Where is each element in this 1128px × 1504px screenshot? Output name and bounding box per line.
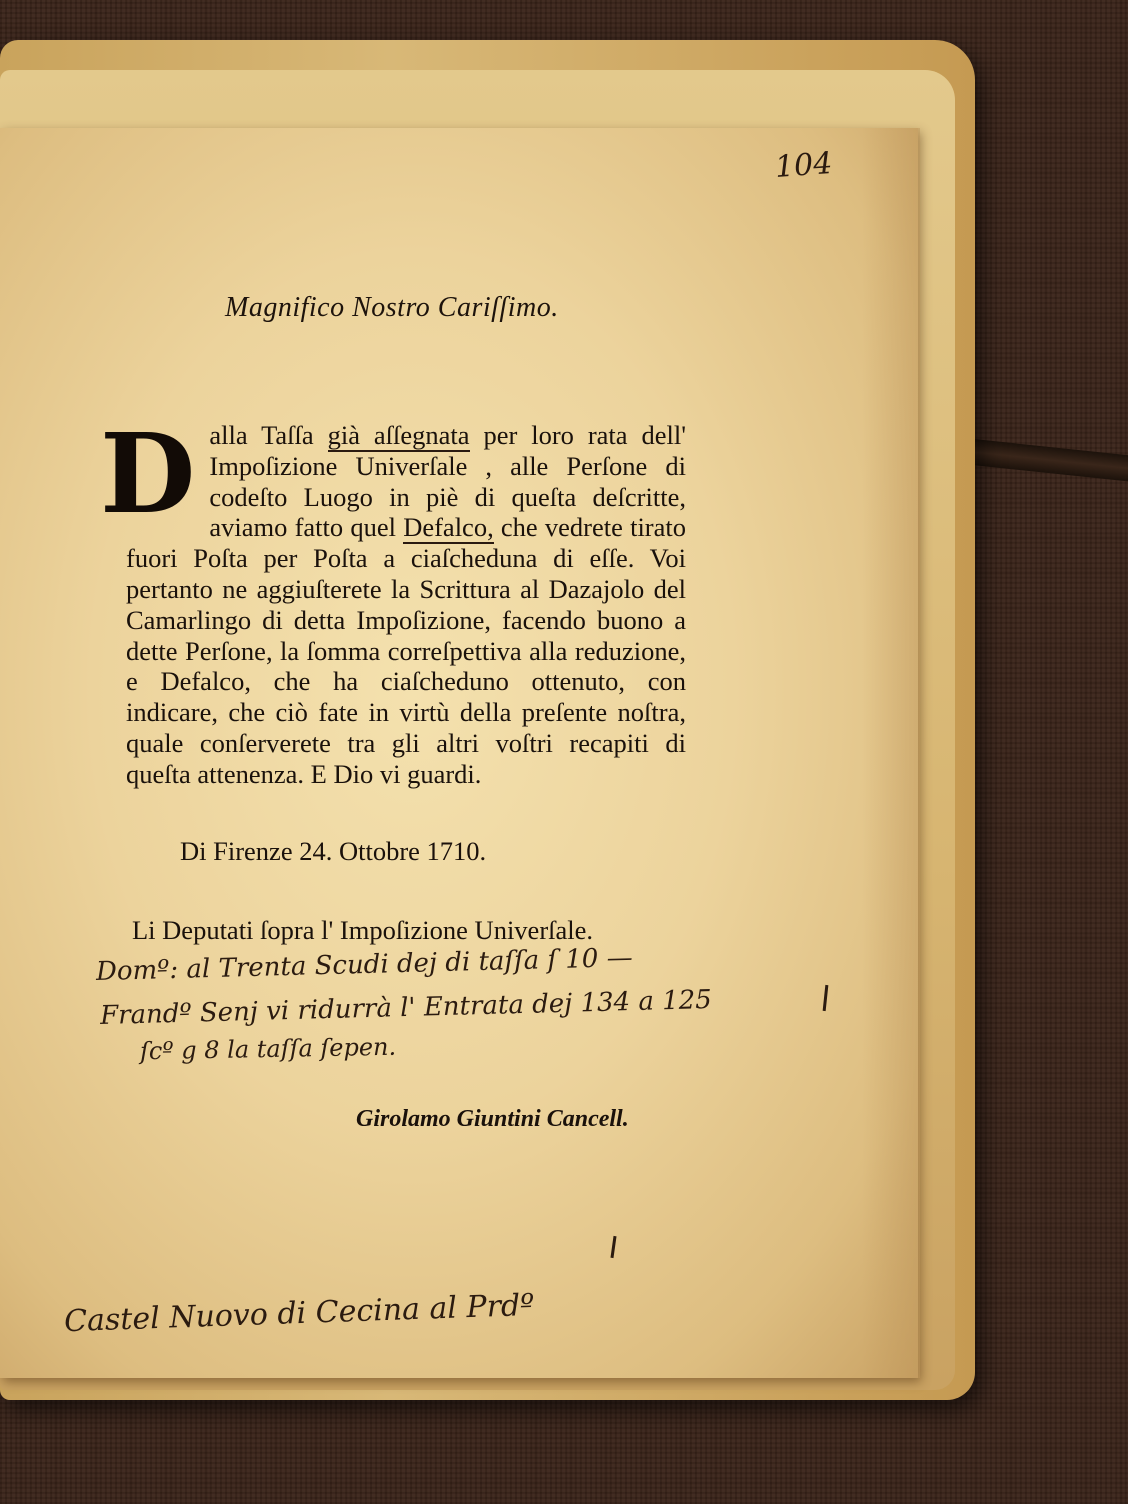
- underlined-phrase-defalco: Defalco,: [403, 512, 494, 543]
- letter-body: [100, 409, 686, 790]
- chancellor-signature: Girolamo Giuntini Cancell.: [356, 1106, 629, 1132]
- salutation: Magnifico Nostro Cariſſimo.: [225, 292, 559, 323]
- handwritten-place-note: Castel Nuovo di Cecina al Prdº: [63, 1287, 535, 1340]
- handwritten-line-2: Frandº Senj vi ridurrà l' Entrata dej 134 a 125: [99, 984, 713, 1032]
- handwritten-line-3: ſcº g 8 la taſſa ſepen.: [139, 1032, 397, 1066]
- folio-number: 104: [773, 146, 834, 185]
- body-text-end: che vedrete tirato fuori Poſta per Poſta a ciaſcheduna di eſſe. Voi pertanto ne aggiuſterete la Scrittura al Dazajolo del Camarlingo di detta Impoſizione, facendo buono a dette Perſone, la ſomma correſpettiva alla reduzione, e Defalco, che ha ciaſcheduno ottenuto, con indicare, che ciò fate in virtù della preſente noſtra, quale conſerverete tra gli altri voſtri recapiti di queſta attenenza. E Dio vi guardi.: [126, 512, 686, 789]
- page-edge-shadow: [862, 128, 920, 1378]
- body-text-start: alla Taſſa: [209, 420, 328, 450]
- date-line: Di Firenze 24. Ottobre 1710.: [180, 836, 487, 866]
- underlined-phrase-assegnata: già aſſegnata: [327, 420, 470, 450]
- drop-cap: D: [100, 409, 196, 538]
- body-text-middle: per loro rata dell' Impoſizione Univerſale , alle Perſone di codeſto Luogo in piè di queſta deſcritte, aviamo fatto quel: [209, 420, 686, 543]
- handwritten-line-1: Domº: al Trenta Scudi dej di taſſa ſ 10 —: [95, 942, 634, 988]
- deputati-line: Li Deputati ſopra l' Impoſizione Univerſale.: [132, 915, 594, 945]
